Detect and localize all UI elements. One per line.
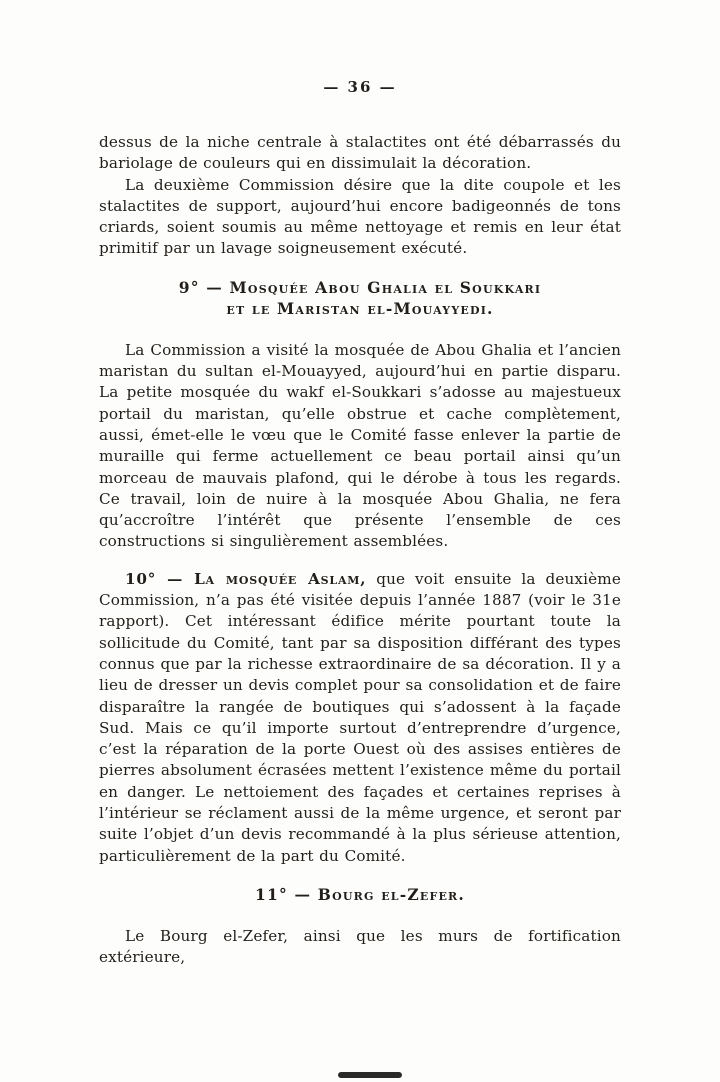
section-heading-11-bourg-el-zefer: 11° — Bourg el-Zefer. [254, 884, 465, 904]
paragraph-deuxieme-commission: La deuxième Commission désire que la dite coupole et les stalactites de support, aujourd’hui encore badigeonnés de tons criards, soient soumis au même nettoyage et remis en leur état primitif par un lavage soigneusement exécuté. [99, 175, 621, 258]
paragraph-10-body: que voit ensuite la deuxième Commission, n’a pas été visitée depuis l’année 1887 (voir le 31e rapport). Cet intéressant édifice mérite pourtant toute la sollicitude du Comité, tant par sa disposition différant des types connus que par la richesse extraordinaire de sa décoration. Il y a lieu de dresser un devis complet pour sa consolidation et de faire disparaître la rangée de boutiques qui s’adossent à la façade Sud. Mais ce qu’il importe surtout d’entreprendre d’urgence, c’est la réparation de la porte Ouest où des assises entières de pierres absolument écrasées mettent l’existence même du portail en danger. Le nettoiement des façades et certaines reprises à l’intérieur se réclament aussi de la même urgence, et seront par suite l’objet d’un devis recommandé à la plus sérieuse attention, particulièrement de la part du Comité. [99, 569, 621, 865]
heading-line-2: et le Maristan el-Mouayyedi. [226, 298, 494, 318]
paragraph-commission-visite: La Commission a visité la mosquée de Abou Ghalia et l’ancien maristan du sultan el-Mouayyed, aujourd’hui en partie disparu. La petite mosquée du wakf el-Soukkari s’adosse au majestueux portail du maristan, qu’elle obstrue et cache complètement, aussi, émet-elle le vœu que le Comité fasse enlever la partie de muraille qui ferme actuellement ce beau portail ainsi qu’un morceau de mauvais plafond, qui le dérobe à tous les regards. Ce travail, loin de nuire à la mosquée Abou Ghalia, ne fera qu’accroître l’intérêt que présente l’ensemble de ces constructions si singulièrement assemblées. [99, 340, 621, 551]
scan-artifact-mark [338, 1072, 402, 1078]
text-block [99, 0, 621, 969]
paragraph-10-mosquee-aslam [99, 569, 621, 867]
paragraph-continuation-niche-centrale: dessus de la niche centrale à stalactites ont été débarrassés du bariolage de couleurs qui en dissimulait la décoration. [99, 133, 621, 173]
section-heading-9-mosquee-abou-ghalia [99, 277, 621, 319]
heading-line-1: 9° — Mosquée Abou Ghalia el Soukkari [178, 277, 542, 297]
paragraph-10-lead-smallcaps: 10° — La mosquée Aslam, [125, 569, 367, 588]
page-number: — 36 — [323, 78, 397, 96]
paragraph-bourg-el-zefer: Le Bourg el-Zefer, ainsi que les murs de fortification extérieure, [99, 926, 621, 967]
